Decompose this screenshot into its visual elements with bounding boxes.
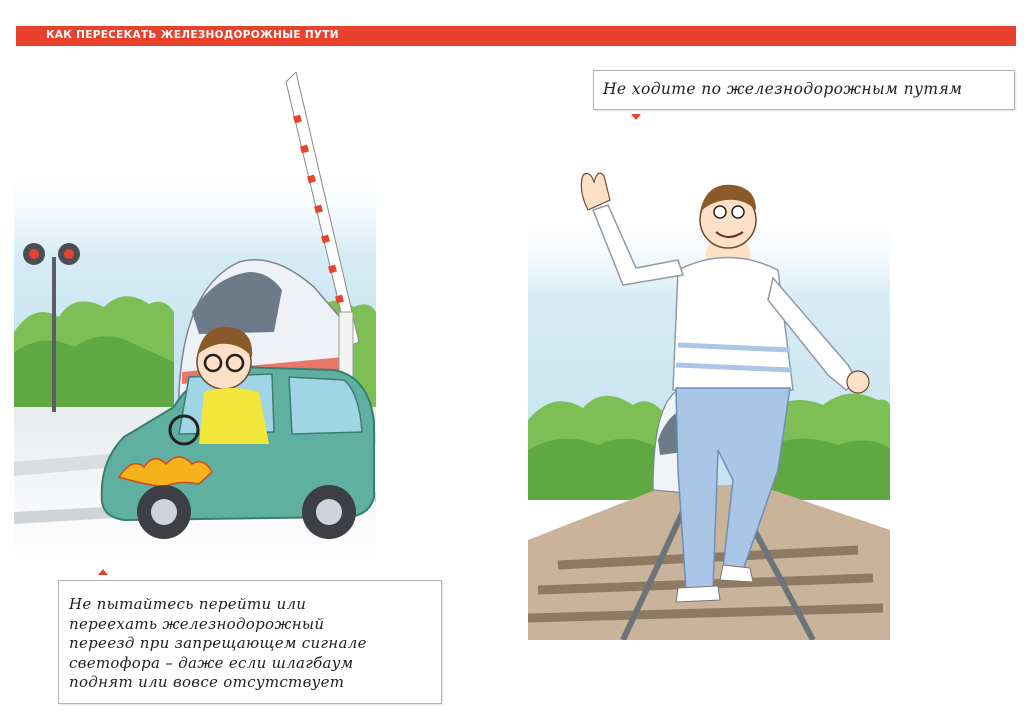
- callout-bottom-line-3: переезд при запрещающем сигнале: [69, 634, 367, 652]
- callout-bottom-line-1: Не пытайтесь перейти или: [69, 595, 307, 613]
- man-eye-left: [714, 206, 726, 218]
- tracks-scene: [528, 150, 890, 640]
- callout-bottom-line-2: переехать железнодорожный: [69, 614, 325, 633]
- man-eye-right: [732, 206, 744, 218]
- signal-light-left: [29, 249, 39, 259]
- callout-dont-cross-on-red: [58, 580, 442, 704]
- callout-dont-walk-on-tracks: [593, 70, 1015, 110]
- triangle-down-marker-icon: [631, 114, 641, 120]
- man-hand-waving: [581, 173, 610, 210]
- callout-bottom-line-4: светофора – даже если шлагбаум: [69, 653, 354, 672]
- section-title: КАК ПЕРЕСЕКАТЬ ЖЕЛЕЗНОДОРОЖНЫЕ ПУТИ: [46, 29, 339, 41]
- car-hubcap-front: [151, 499, 177, 525]
- section-header-bar: [16, 26, 1016, 46]
- callout-top-text: Не ходите по железнодорожным путям: [603, 80, 963, 98]
- triangle-up-marker-icon: [98, 569, 108, 575]
- callout-bottom-line-5: поднят или вовсе отсутствует: [69, 673, 345, 691]
- driver-shirt: [199, 388, 269, 444]
- signal-pole: [52, 257, 56, 412]
- man-shoe-left: [676, 586, 720, 602]
- illustration-car-at-crossing: [14, 72, 376, 564]
- illustration-man-on-tracks: [528, 150, 890, 640]
- man-shoe-right: [720, 565, 753, 582]
- callout-bottom-text: [69, 595, 439, 693]
- signal-light-right: [64, 249, 74, 259]
- trees-left-dark: [528, 439, 663, 500]
- car-crossing-scene: [14, 72, 376, 564]
- man-hand: [847, 371, 869, 393]
- car-hubcap-rear: [316, 499, 342, 525]
